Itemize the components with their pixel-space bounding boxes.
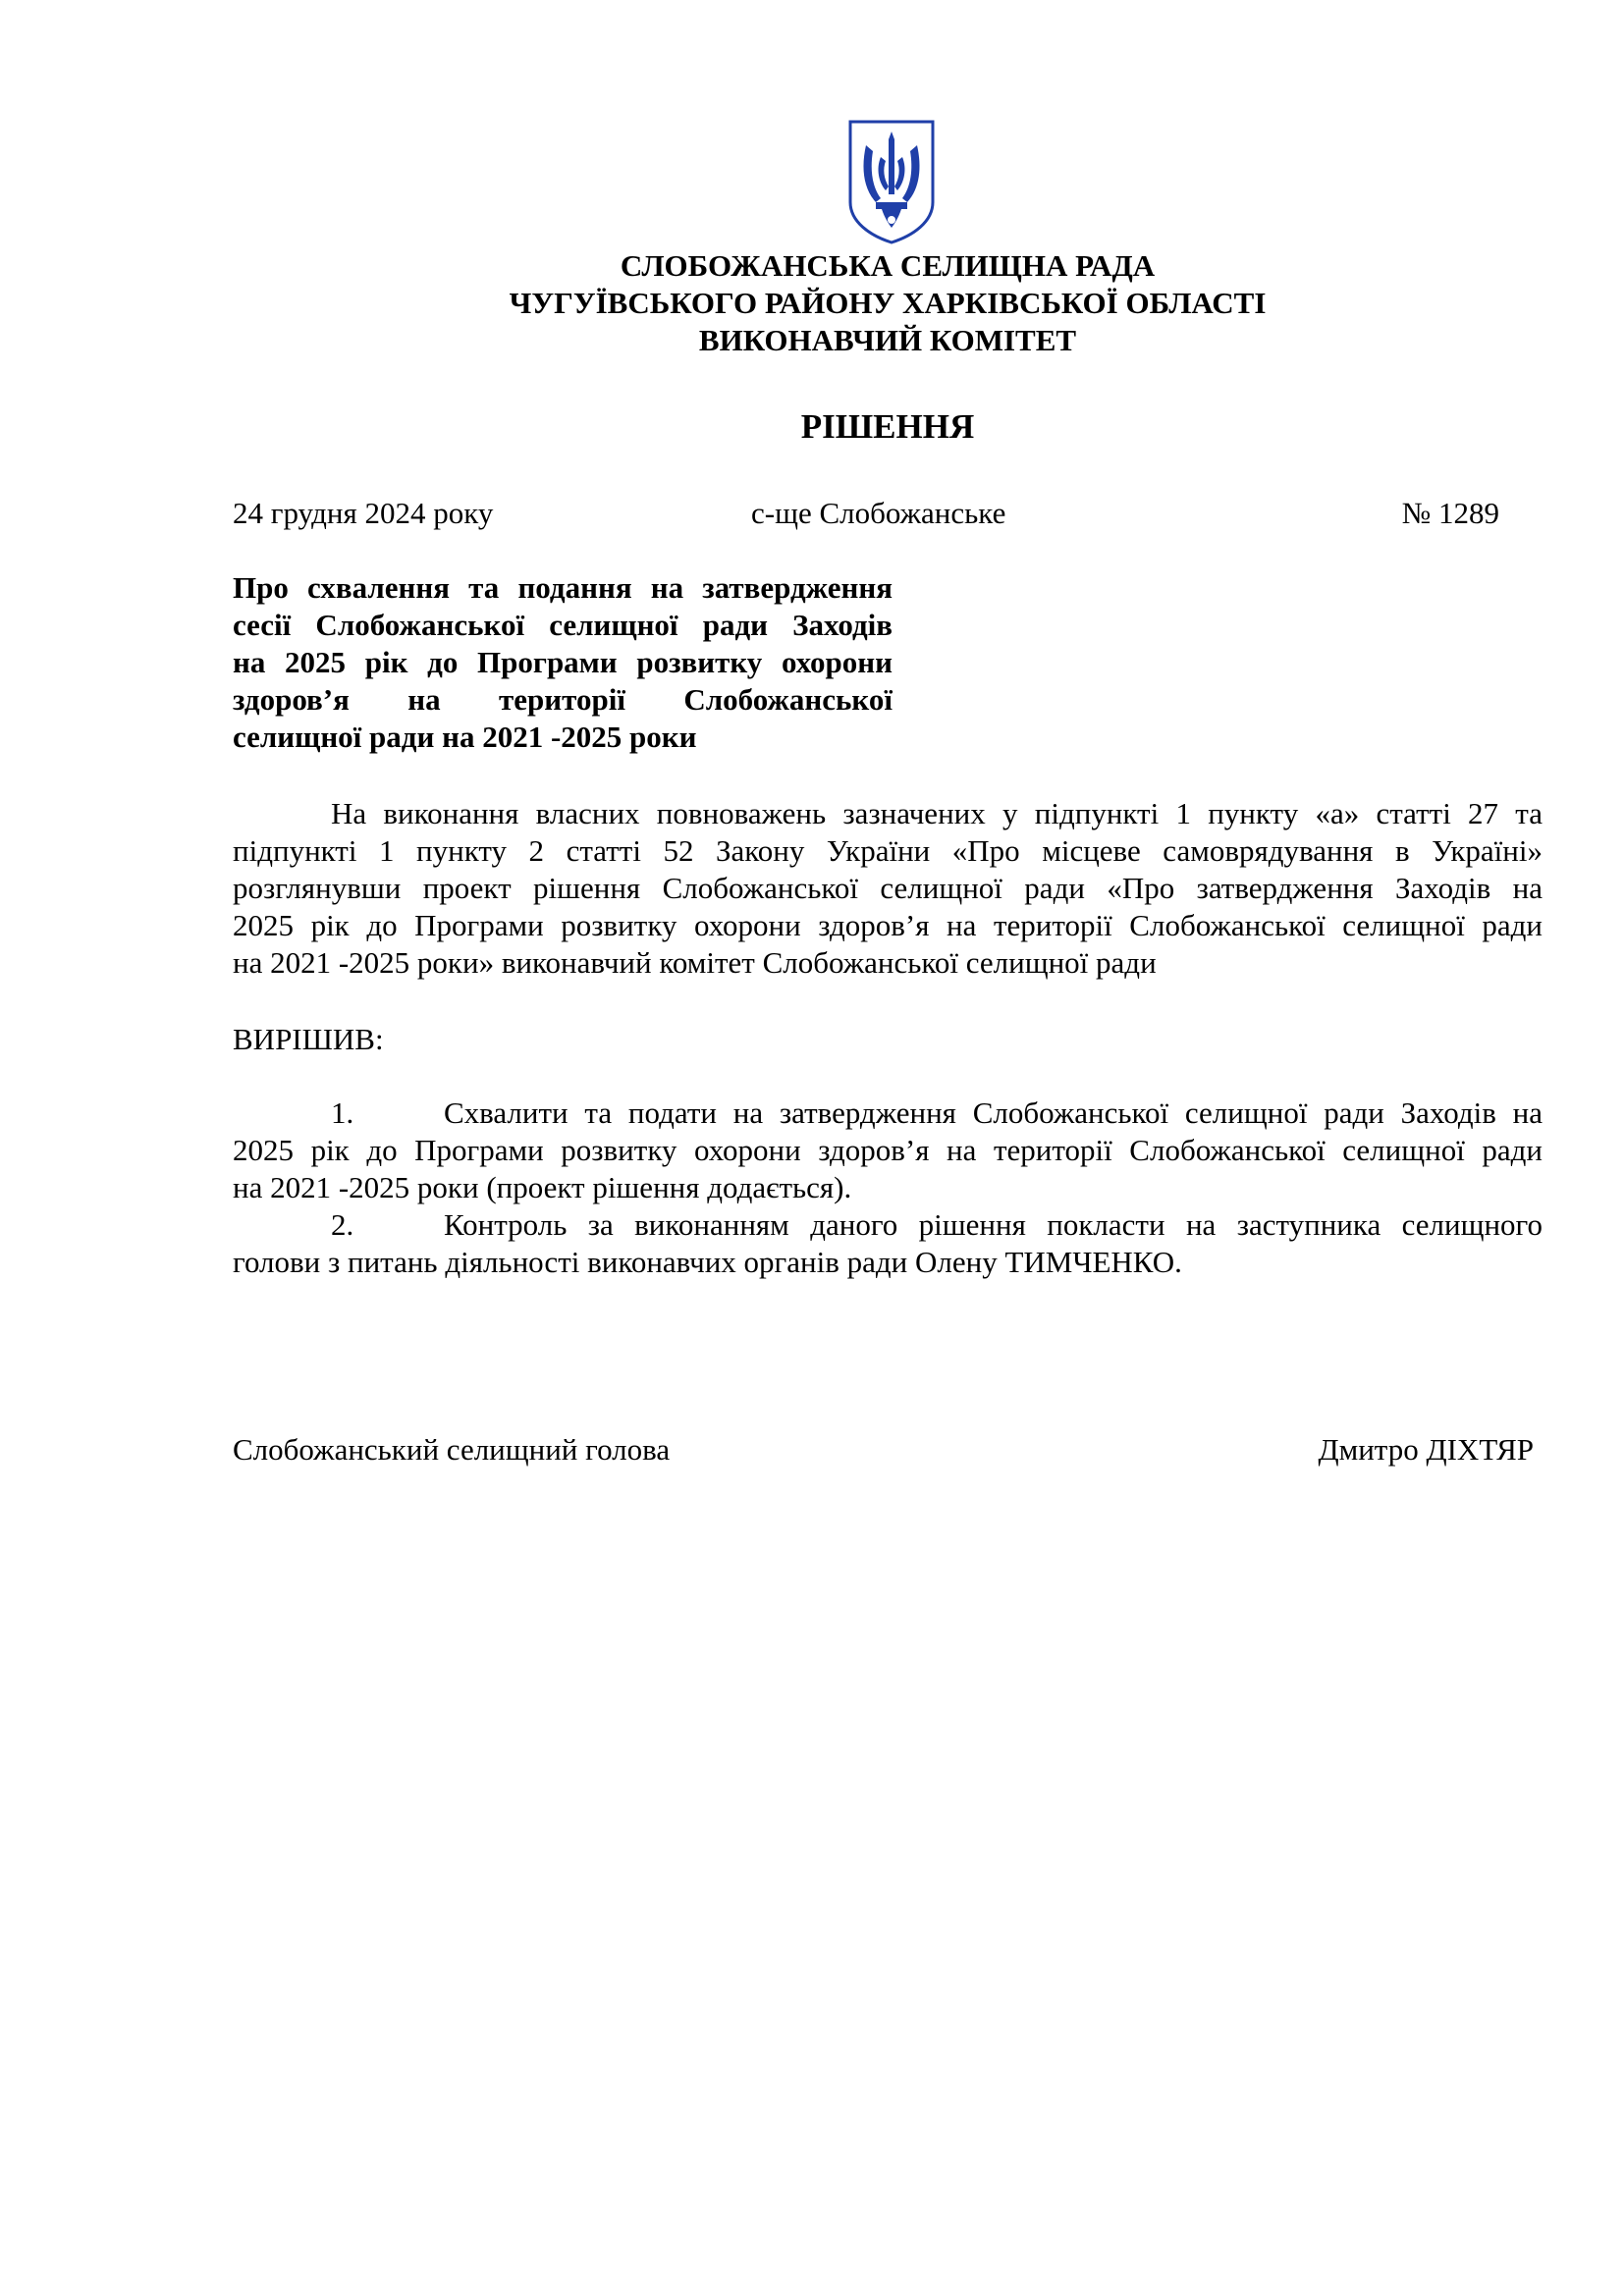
document-title: РІШЕННЯ: [800, 407, 975, 446]
decided-label: ВИРІШИВ:: [233, 1022, 384, 1056]
signatory-name: Дмитро ДІХТЯР: [1318, 1432, 1534, 1467]
item-2-line: [233, 1206, 1543, 1244]
preamble-line: 2025 рік до Програми розвитку охорони здоров’я на території Слобожанської селищної ради: [233, 908, 1543, 942]
subject-line: Про схвалення та подання на затвердження: [233, 570, 893, 605]
item-1-line: 2025 рік до Програми розвитку охорони здоров’я на території Слобожанської селищної ради: [233, 1133, 1543, 1167]
document-number: № 1289: [1401, 496, 1499, 530]
signatory-role: Слобожанський селищний голова: [233, 1432, 671, 1467]
trident-coat-of-arms-icon: [846, 118, 937, 245]
subject-line: на 2025 рік до Програми розвитку охорони: [233, 645, 893, 679]
item-number: 2.: [331, 1207, 354, 1242]
decision-items: [233, 1095, 1543, 1281]
item-2-line: голови з питань діяльності виконавчих органів ради Олену ТИМЧЕНКО.: [233, 1245, 1182, 1279]
document-place: с-ще Слобожанське: [751, 496, 1006, 530]
item-text: Схвалити та подати на затвердження Слобожанської селищної ради Заходів на: [444, 1095, 1543, 1130]
preamble-line: розглянувши проект рішення Слобожанської селищної ради «Про затвердження Заходів на: [233, 871, 1543, 905]
header-executive-committee: ВИКОНАВЧИЙ КОМІТЕТ: [698, 323, 1077, 357]
item-number: 1.: [331, 1095, 354, 1130]
council-header: [233, 247, 1543, 359]
subject-line: селищної ради на 2021 -2025 роки: [233, 720, 697, 754]
subject-line: здоров’я на території Слобожанської: [233, 682, 893, 717]
document-meta: [233, 495, 1499, 534]
header-council-name: СЛОБОЖАНСЬКА СЕЛИЩНА РАДА: [620, 248, 1156, 283]
decision-subject: [233, 569, 893, 756]
item-1-line: [233, 1095, 1543, 1132]
subject-line: сесії Слобожанської селищної ради Заходів: [233, 608, 893, 642]
preamble-line: На виконання власних повноважень зазначених у підпункті 1 пункту «а» статті 27 та: [331, 796, 1543, 830]
header-district: ЧУГУЇВСЬКОГО РАЙОНУ ХАРКІВСЬКОЇ ОБЛАСТІ: [509, 286, 1267, 320]
item-text: Контроль за виконанням даного рішення покласти на заступника селищного: [444, 1207, 1543, 1242]
item-1-line: на 2021 -2025 роки (проект рішення додається).: [233, 1170, 852, 1204]
document-date: 24 грудня 2024 року: [233, 496, 494, 530]
preamble-line: підпункті 1 пункту 2 статті 52 Закону України «Про місцеве самоврядування в Україні»: [233, 833, 1543, 868]
preamble-line: на 2021 -2025 роки» виконавчий комітет Слобожанської селищної ради: [233, 945, 1157, 980]
preamble-paragraph: [233, 795, 1543, 982]
